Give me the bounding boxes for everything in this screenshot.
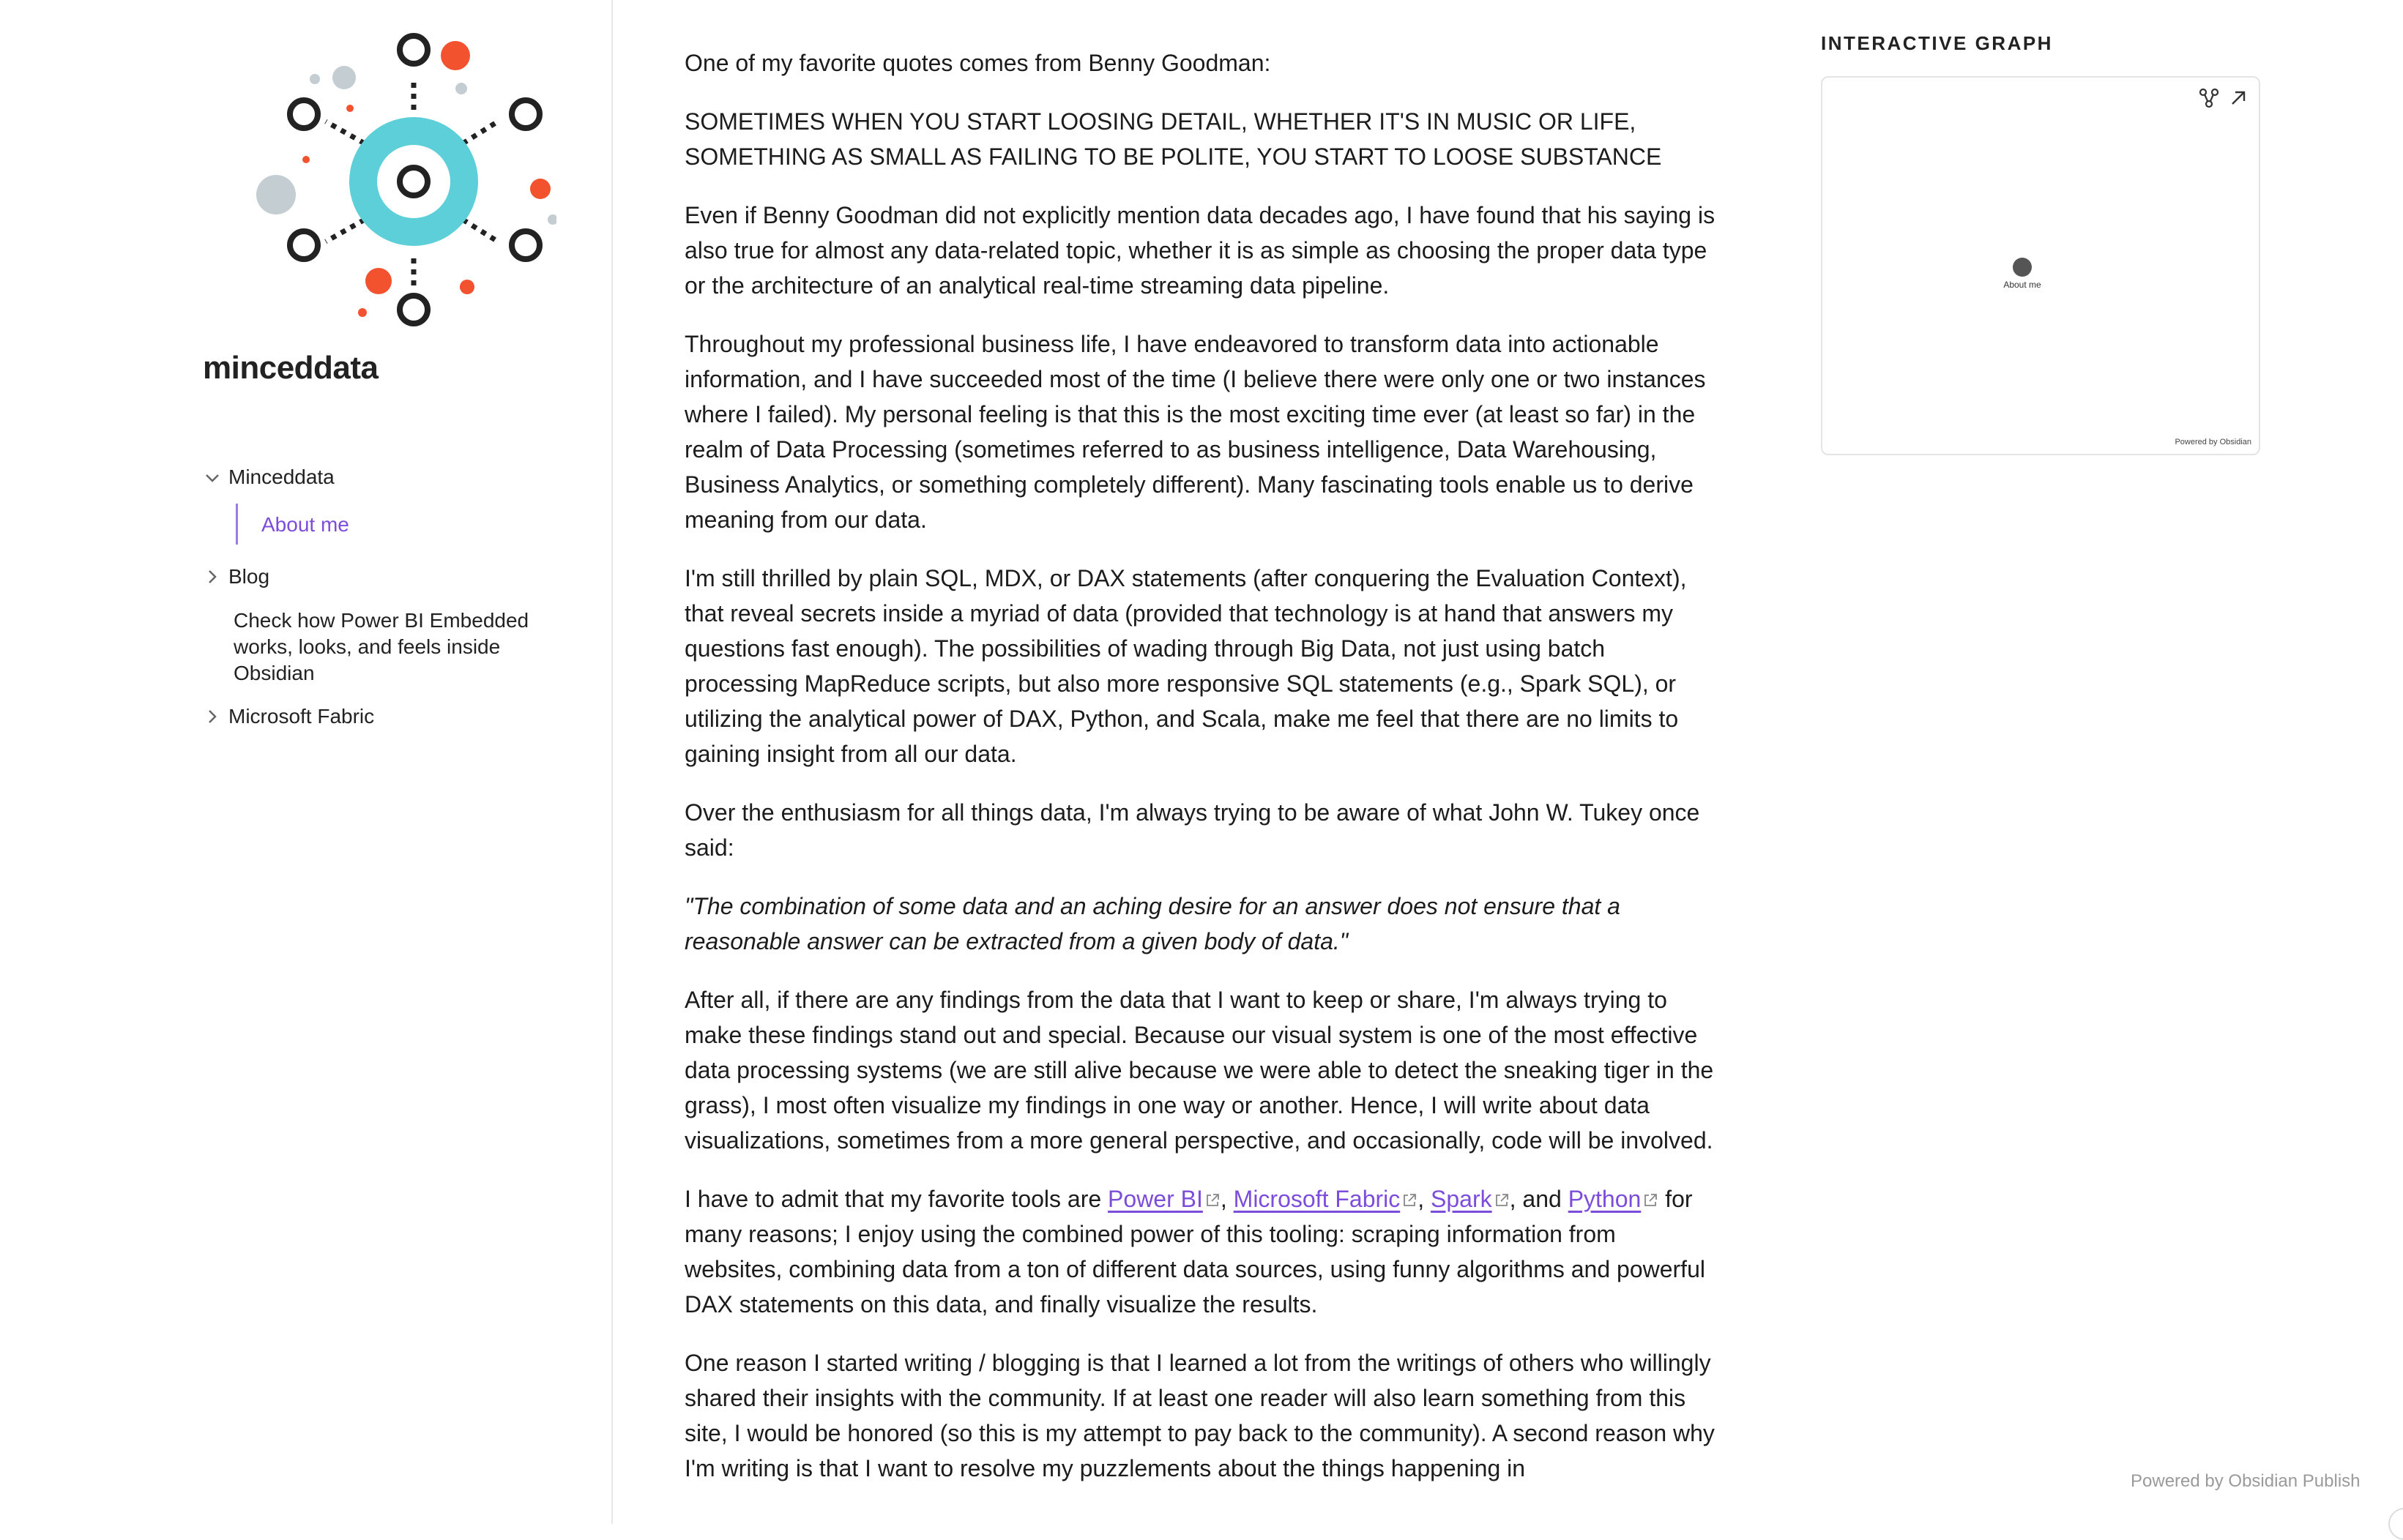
text-fragment: , xyxy=(1417,1186,1431,1212)
link-text[interactable]: Microsoft Fabric xyxy=(1233,1186,1401,1212)
article-paragraph: I'm still thrilled by plain SQL, MDX, or DAX statements (after conquering the Evaluation Context), that reveal secrets inside a myriad of data (provided that technology is at hand that answers my questions fast enough). The possibilities of wading through Big Data, not just using batch processing MapReduce scripts, but also more responsive SQL statements (e.g., Spark SQL), or utilizing the analytical power of DAX, Python, and Scala, make me feel that there are no limits to gaining insight from all our data. xyxy=(685,565,1687,767)
external-link-icon xyxy=(1642,1192,1658,1208)
link-python[interactable] xyxy=(1568,1186,1659,1212)
article-paragraph: Over the enthusiasm for all things data, I'm always trying to be aware of what John W. Tukey once said: xyxy=(685,799,1700,861)
graph-node[interactable] xyxy=(2013,258,2032,277)
quote-line: SOMETIMES WHEN YOU START LOOSING DETAIL, WHETHER IT'S IN MUSIC OR LIFE, xyxy=(685,108,1636,135)
graph-title: INTERACTIVE GRAPH xyxy=(1821,32,2053,54)
link-microsoft-fabric[interactable] xyxy=(1234,1186,1418,1212)
quote-line: SOMETHING AS SMALL AS FAILING TO BE POLITE, YOU START TO LOOSE SUBSTANCE xyxy=(685,143,1662,170)
link-power-bi[interactable] xyxy=(1108,1186,1221,1212)
external-link-icon xyxy=(1494,1192,1510,1208)
article-paragraph: One reason I started writing / blogging is that I learned a lot from the writings of others who willingly shared their insights with the community. If at least one reader will also learn something from this site, I would be honored (so this is my attempt to pay back to the community). A second reason why I'm writing is that I want to resolve my puzzlements about the things happening in xyxy=(685,1350,1715,1481)
benny-goodman-quote xyxy=(685,104,1717,174)
powered-by-footer[interactable]: Powered by Obsidian Publish xyxy=(2131,1471,2361,1491)
chevron-right-icon[interactable] xyxy=(203,707,222,726)
local-graph-icon[interactable] xyxy=(2197,86,2221,110)
graph-node-label: About me xyxy=(2003,280,2041,290)
external-link-icon xyxy=(1204,1192,1221,1208)
nav-item-powerbi-embedded[interactable]: Check how Power BI Embedded works, looks, and feels inside Obsidian xyxy=(234,609,529,684)
sidebar xyxy=(0,0,613,1524)
text-fragment: I have to admit that my favorite tools are xyxy=(685,1186,1109,1212)
nav-active-indicator xyxy=(236,504,238,545)
graph-powered-by: Powered by Obsidian xyxy=(2175,438,2251,446)
site-name[interactable]: minceddata xyxy=(203,350,379,386)
text-fragment: , and xyxy=(1509,1186,1568,1212)
article-body xyxy=(685,45,1717,1509)
chevron-right-icon[interactable] xyxy=(203,567,222,586)
text-fragment: for many reasons; I enjoy using the combined power of this tooling: scraping information from websites, combining data from a ton of different data sources, using funny algorithms and powerful DAX statements on this data, and finally visualize the results. xyxy=(685,1186,1705,1317)
interactive-graph[interactable] xyxy=(1821,76,2260,455)
link-text[interactable]: Spark xyxy=(1431,1186,1492,1212)
link-text[interactable]: Python xyxy=(1568,1186,1642,1212)
article-paragraph: After all, if there are any findings from the data that I want to keep or share, I'm always trying to make these findings stand out and special. Because our visual system is one of the most effective data processing systems (we are still alive because we were able to detect the sneaking tiger in the grass), I most often visualize my findings in one way or another. Hence, I will write about data visualizations, sometimes from a more general perspective, and occasionally, code will be involved. xyxy=(685,987,1714,1154)
nav-folder-blog[interactable]: Blog xyxy=(228,565,270,588)
article-paragraph: One of my favorite quotes comes from Benny Goodman: xyxy=(685,50,1271,76)
expand-icon[interactable] xyxy=(2227,86,2250,110)
text-fragment: , xyxy=(1220,1186,1234,1212)
nav-folder-minceddata[interactable]: Minceddata xyxy=(228,466,335,488)
nav-folder-microsoft-fabric[interactable]: Microsoft Fabric xyxy=(228,705,375,728)
article-paragraph: Even if Benny Goodman did not explicitly mention data decades ago, I have found that his saying is also true for almost any data-related topic, whether it is as simple as choosing the proper data type or the architecture of an analytical real-time streaming data pipeline. xyxy=(685,202,1715,299)
site-logo[interactable] xyxy=(249,28,556,335)
link-spark[interactable] xyxy=(1431,1186,1510,1212)
link-text[interactable]: Power BI xyxy=(1108,1186,1203,1212)
article-paragraph: Throughout my professional business life, I have endeavored to transform data into actionable information, and I have succeeded most of the time (I believe there were only one or two instances where I failed). My personal feeling is that this is the most exciting time ever (at least so far) in the realm of Data Processing (sometimes referred to as business intelligence, Data Warehousing, Business Analytics, or something completely different). Many fascinating tools enable us to derive meaning from our data. xyxy=(685,331,1706,533)
favorite-tools-paragraph xyxy=(685,1181,1717,1322)
nav-item-about-me[interactable]: About me xyxy=(261,513,349,536)
tukey-quote: "The combination of some data and an aching desire for an answer does not ensure that a reasonable answer can be extracted from a given body of data." xyxy=(685,893,1620,954)
corner-button[interactable] xyxy=(2388,1508,2403,1540)
external-link-icon xyxy=(1401,1192,1417,1208)
chevron-down-icon[interactable] xyxy=(203,468,222,487)
